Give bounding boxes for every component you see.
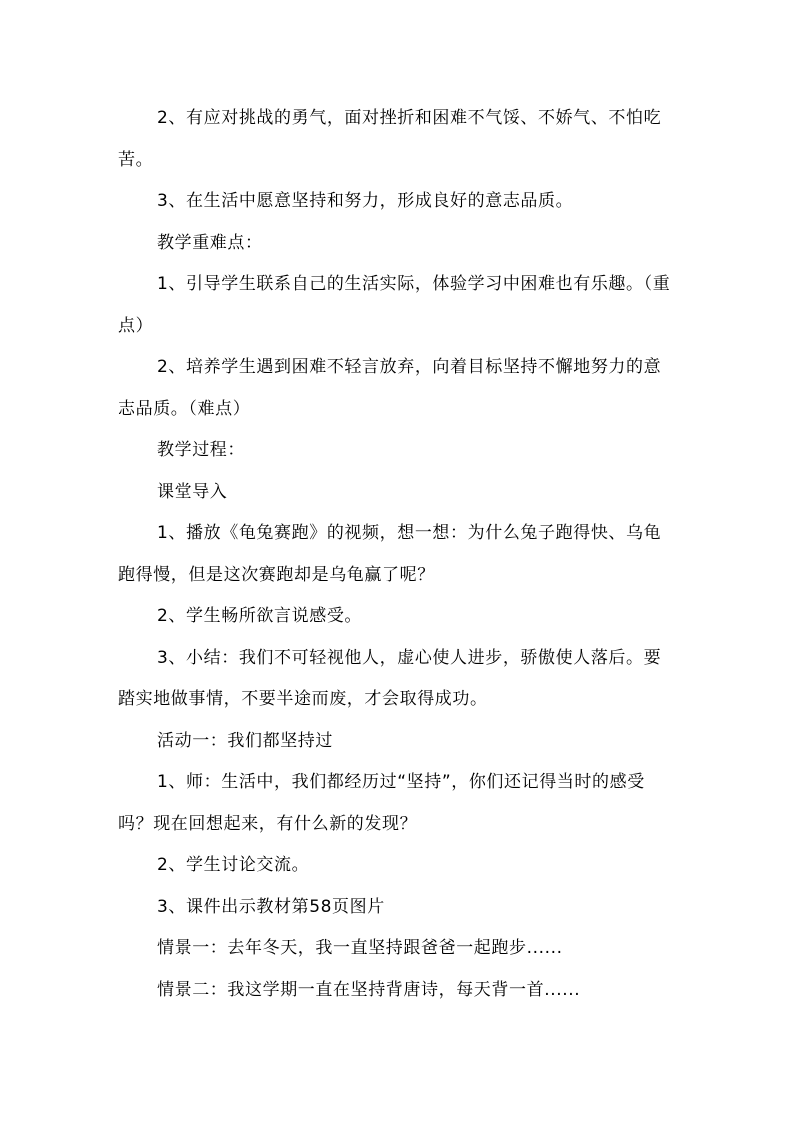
activity-step-2: 2、学生讨论交流。 — [157, 855, 310, 875]
key-difficulties-heading: 教学重难点： — [157, 232, 263, 253]
activity-one-heading: 活动一：我们都坚持过 — [157, 730, 333, 751]
key-point-paragraph: 1、引导学生联系自己的生活实际，体验学习中困难也有乐趣。（重点） — [118, 274, 671, 336]
intro-step-2: 2、学生畅所欲言说感受。 — [157, 606, 363, 626]
objective-paragraph-2: 2、有应对挑战的勇气，面对挫折和困难不气馁、不娇气、不怕吃苦。 — [118, 108, 662, 170]
scenario-two: 情景二：我这学期一直在坚持背唐诗，每天背一首...... — [157, 979, 581, 1000]
lesson-intro-heading: 课堂导入 — [157, 481, 228, 502]
intro-step-1: 1、播放《龟兔赛跑》的视频，想一想：为什么兔子跑得快、乌龟跑得慢，但是这次赛跑却是乌龟赢了呢？ — [118, 523, 662, 585]
objective-paragraph-3: 3、在生活中愿意坚持和努力，形成良好的意志品质。 — [157, 191, 574, 211]
scenario-one: 情景一：去年冬天，我一直坚持跟爸爸一起跑步...... — [157, 938, 563, 958]
document-body — [118, 98, 678, 1011]
activity-step-3: 3、课件出示教材第58页图片 — [157, 896, 385, 917]
intro-step-3: 3、小结：我们不可轻视他人，虚心使人进步，骄傲使人落后。要踏实地做事情，不要半途而废，才会取得成功。 — [118, 647, 662, 709]
activity-step-1: 1、师：生活中，我们都经历过“坚持”，你们还记得当时的感受吗？现在回想起来，有什么新的发现？ — [118, 772, 645, 834]
teaching-process-heading: 教学过程： — [157, 440, 245, 460]
difficult-point-paragraph: 2、培养学生遇到困难不轻言放弃，向着目标坚持不懈地努力的意志品质。（难点） — [118, 357, 662, 419]
